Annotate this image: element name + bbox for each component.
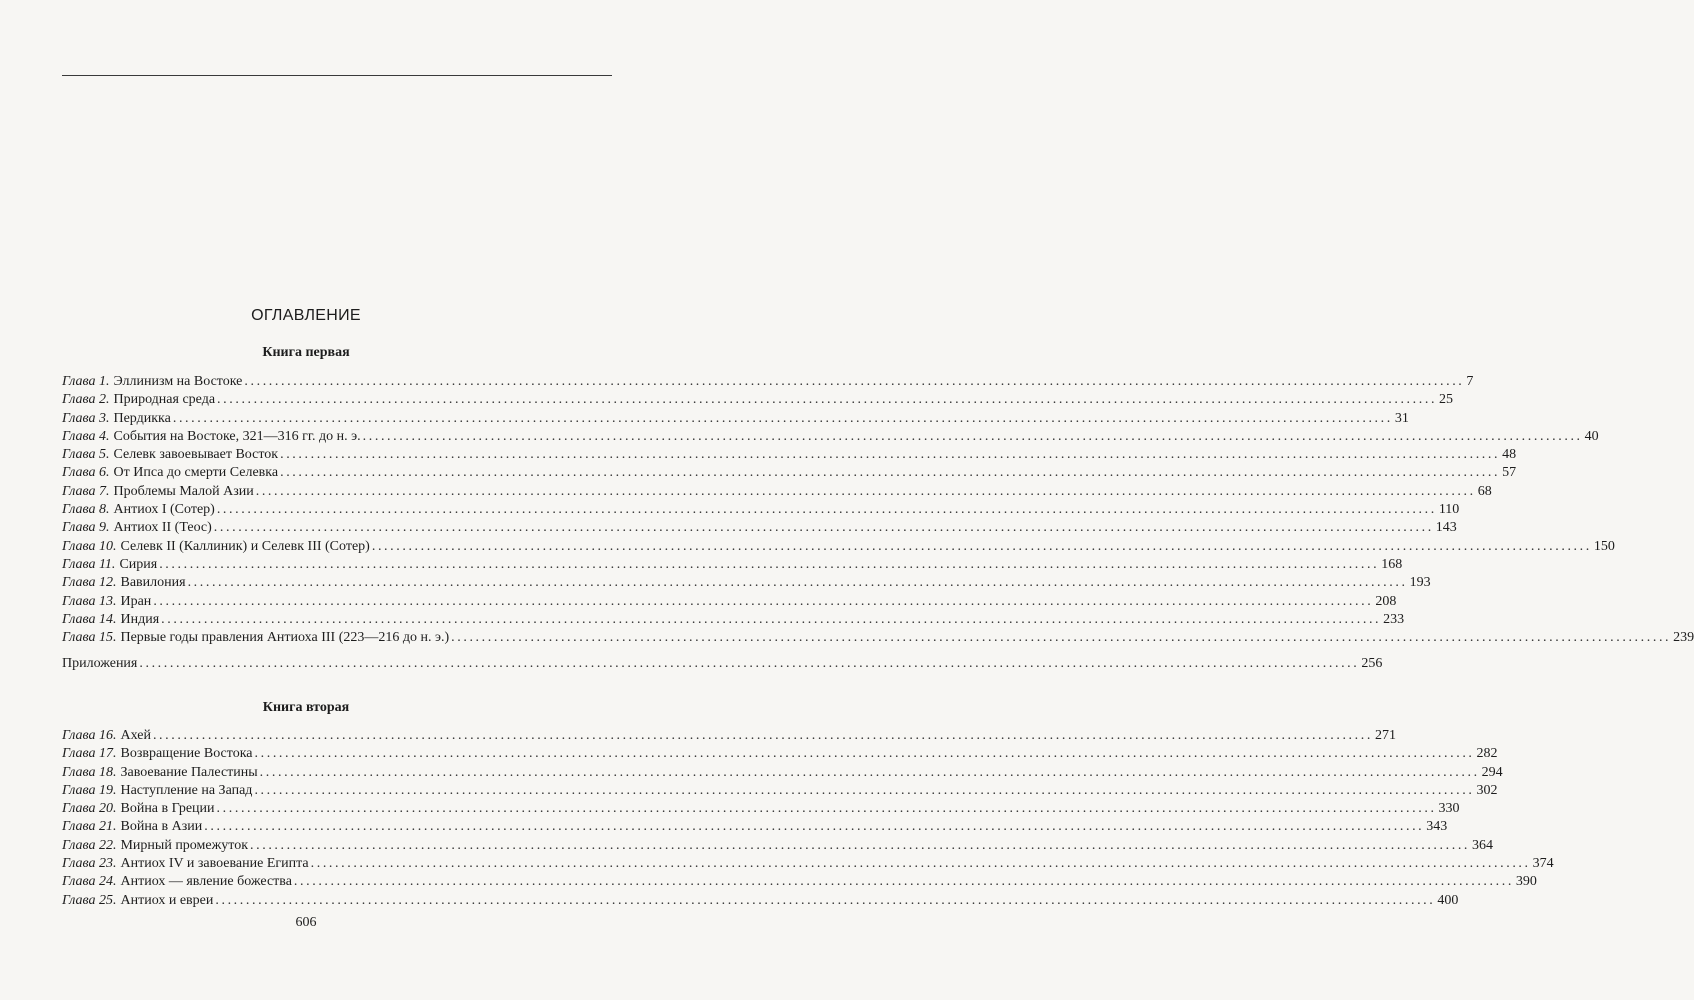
toc-entry-page: 57	[1502, 465, 1517, 481]
toc-leader-dots: ........................................................................................................................................................................................................	[250, 837, 1471, 853]
toc-entry-page: 168	[1381, 556, 1403, 572]
toc-leader-dots: ........................................................................................................................................................................................................	[204, 819, 1425, 835]
toc-entry[interactable]	[62, 501, 1460, 519]
toc-entry[interactable]	[62, 428, 1599, 446]
toc-entry-page: 330	[1438, 801, 1460, 817]
toc-entry-page: 208	[1375, 593, 1397, 609]
toc-entry-title: Природная среда	[113, 392, 216, 408]
book-one-title: Книга первая	[262, 345, 350, 360]
toc-entry[interactable]	[62, 391, 1454, 409]
toc-entry-page: 40	[1584, 428, 1599, 444]
toc-entry-title: Селевк завоевывает Восток	[113, 447, 279, 463]
toc-entry[interactable]	[62, 892, 1459, 910]
toc-leader-dots: ........................................................................................................................................................................................................	[371, 538, 1592, 554]
toc-entry[interactable]	[62, 629, 1694, 647]
toc-leader-dots: ........................................................................................................................................................................................................	[216, 502, 1437, 518]
toc-leader-dots: ........................................................................................................................................................................................................	[310, 856, 1531, 872]
toc-entry-title: Антиох — явление божества	[120, 874, 292, 890]
toc-leader-dots: ........................................................................................................................................................................................................	[217, 392, 1438, 408]
toc-leader-dots: ........................................................................................................................................................................................................	[255, 483, 1476, 499]
toc-entry[interactable]	[62, 855, 1554, 873]
toc-entry-label: Глава 2.	[62, 392, 110, 408]
toc-leader-dots: ........................................................................................................................................................................................................	[259, 764, 1480, 780]
toc-leader-dots: ........................................................................................................................................................................................................	[451, 630, 1672, 646]
toc-entry-page: 282	[1476, 746, 1498, 762]
toc-entry[interactable]	[62, 373, 1474, 391]
toc-entry[interactable]	[62, 446, 1517, 464]
page-number: 606	[295, 915, 317, 930]
toc-entry[interactable]	[62, 574, 1431, 592]
toc-entry-title: Антиох и евреи	[120, 892, 214, 908]
toc-entry-appendix[interactable]	[62, 655, 1383, 673]
toc-entry-page: 31	[1394, 410, 1409, 426]
toc-leader-dots: ........................................................................................................................................................................................................	[362, 428, 1583, 444]
book-one-chapter-list	[62, 373, 1694, 647]
toc-entry[interactable]	[62, 800, 1460, 818]
toc-entry-page: 256	[1361, 656, 1383, 671]
toc-entry-page: 343	[1426, 819, 1448, 835]
toc-entry-title: Антиох II (Теос)	[113, 520, 212, 536]
toc-entry[interactable]	[62, 538, 1615, 556]
toc-entry-page: 193	[1409, 575, 1431, 591]
toc-entry-title: Первые годы правления Антиоха III (223—216 до н. э.)	[120, 630, 450, 646]
toc-entry-label: Глава 14.	[62, 611, 117, 627]
toc-entry-title: Антиох IV и завоевание Египта	[120, 856, 309, 872]
toc-entry-title: Война в Азии	[120, 819, 203, 835]
toc-entry-label: Глава 19.	[62, 782, 117, 798]
toc-entry-title: Сирия	[119, 556, 158, 572]
toc-entry-page: 390	[1515, 874, 1537, 890]
toc-entry-page: 364	[1472, 837, 1494, 853]
toc-entry-label: Глава 23.	[62, 856, 117, 872]
toc-leader-dots: ........................................................................................................................................................................................................	[187, 575, 1408, 591]
toc-leader-dots: ........................................................................................................................................................................................................	[159, 556, 1380, 572]
toc-entry-page: 143	[1435, 520, 1457, 536]
toc-entry-label: Глава 18.	[62, 764, 117, 780]
toc-entry-title: Завоевание Палестины	[120, 764, 258, 780]
toc-entry-label: Глава 12.	[62, 575, 117, 591]
toc-entry[interactable]	[62, 745, 1498, 763]
toc-entry-label: Глава 4.	[62, 428, 110, 444]
toc-entry-page: 271	[1374, 728, 1396, 743]
toc-entry-label: Глава 11.	[62, 556, 116, 572]
toc-entry[interactable]	[62, 519, 1457, 537]
toc-entry-label: Глава 10.	[62, 538, 117, 554]
toc-leader-dots: ........................................................................................................................................................................................................	[215, 892, 1436, 908]
toc-entry-label: Глава 21.	[62, 819, 117, 835]
toc-leader-dots: ........................................................................................................................................................................................................	[216, 801, 1437, 817]
toc-entry-label: Глава 3.	[62, 410, 110, 426]
toc-leader-dots: ........................................................................................................................................................................................................	[161, 611, 1382, 627]
toc-leader-dots: ........................................................................................................................................................................................................	[139, 656, 1360, 671]
appendix-list	[62, 655, 1383, 673]
toc-entry-page: 150	[1593, 538, 1615, 554]
toc-entry-title: Иран	[120, 593, 152, 609]
toc-leader-dots: ........................................................................................................................................................................................................	[293, 874, 1514, 890]
toc-entry-page: 302	[1476, 782, 1498, 798]
toc-leader-dots: ........................................................................................................................................................................................................	[172, 410, 1393, 426]
toc-leader-dots: ........................................................................................................................................................................................................	[244, 374, 1465, 389]
toc-entry-title: Вавилония	[120, 575, 186, 591]
toc-entry-label: Глава 8.	[62, 502, 110, 518]
toc-entry[interactable]	[62, 483, 1492, 501]
toc-entry-page: 7	[1466, 374, 1474, 389]
toc-entry[interactable]	[62, 410, 1409, 428]
toc-entry-title: Ахей	[120, 728, 151, 743]
toc-entry[interactable]	[62, 464, 1517, 482]
toc-entry-page: 68	[1477, 483, 1492, 499]
toc-entry-label: Глава 13.	[62, 593, 117, 609]
toc-entry-title: Индия	[120, 611, 160, 627]
toc-entry-title: Наступление на Запад	[120, 782, 253, 798]
header-rule	[62, 75, 612, 76]
toc-entry-label: Глава 25.	[62, 892, 117, 908]
toc-leader-dots: ........................................................................................................................................................................................................	[280, 447, 1501, 463]
toc-entry-title: Пердикка	[113, 410, 171, 426]
toc-entry-page: 294	[1481, 764, 1503, 780]
toc-entry-title: Эллинизм на Востоке	[113, 374, 243, 389]
toc-entry-title: Приложения	[62, 656, 138, 671]
toc-entry-label: Глава 1.	[62, 374, 110, 389]
toc-entry-title: Возвращение Востока	[120, 746, 253, 762]
toc-entry-title: Селевк II (Каллиник) и Селевк III (Сотер)	[120, 538, 370, 554]
toc-entry-label: Глава 20.	[62, 801, 117, 817]
toc-entry[interactable]	[62, 556, 1403, 574]
toc-entry-label: Глава 24.	[62, 874, 117, 890]
toc-entry-label: Глава 17.	[62, 746, 117, 762]
toc-entry-page: 239	[1673, 630, 1694, 646]
toc-leader-dots: ........................................................................................................................................................................................................	[254, 782, 1475, 798]
toc-entry-title: Мирный промежуток	[120, 837, 249, 853]
toc-entry-label: Глава 5.	[62, 447, 110, 463]
toc-leader-dots: ........................................................................................................................................................................................................	[153, 593, 1374, 609]
toc-heading: ОГЛАВЛЕНИЕ	[251, 307, 361, 324]
toc-entry[interactable]	[62, 782, 1498, 800]
toc-entry-page: 233	[1383, 611, 1405, 627]
toc-entry[interactable]	[62, 818, 1448, 836]
toc-entry[interactable]	[62, 611, 1405, 629]
toc-entry-label: Глава 6.	[62, 465, 110, 481]
toc-leader-dots: ........................................................................................................................................................................................................	[280, 465, 1501, 481]
toc-entry[interactable]	[62, 727, 1396, 745]
toc-entry-page: 374	[1532, 856, 1554, 872]
toc-entry-page: 400	[1437, 892, 1459, 908]
toc-leader-dots: ........................................................................................................................................................................................................	[254, 746, 1475, 762]
toc-entry-title: Антиох I (Сотер)	[113, 502, 215, 518]
toc-entry[interactable]	[62, 593, 1397, 611]
toc-entry-title: События на Востоке, 321—316 гг. до н. э.	[113, 428, 361, 444]
toc-entry[interactable]	[62, 764, 1503, 782]
toc-entry-label: Глава 9.	[62, 520, 110, 536]
book-two-title: Книга вторая	[262, 700, 350, 715]
toc-entry-title: От Ипса до смерти Селевка	[113, 465, 279, 481]
toc-entry-label: Глава 22.	[62, 837, 117, 853]
toc-entry[interactable]	[62, 837, 1494, 855]
book-two-chapter-list	[62, 727, 1554, 910]
toc-leader-dots: ........................................................................................................................................................................................................	[152, 728, 1373, 743]
toc-entry-page: 48	[1502, 447, 1517, 463]
toc-entry-label: Глава 16.	[62, 728, 117, 743]
toc-entry-label: Глава 7.	[62, 483, 110, 499]
toc-entry-label: Глава 15.	[62, 630, 117, 646]
toc-entry-title: Война в Греции	[120, 801, 215, 817]
toc-entry-page: 25	[1439, 392, 1454, 408]
toc-leader-dots: ........................................................................................................................................................................................................	[213, 520, 1434, 536]
toc-entry-title: Проблемы Малой Азии	[113, 483, 254, 499]
toc-entry-page: 110	[1438, 502, 1460, 518]
toc-entry[interactable]	[62, 873, 1537, 891]
